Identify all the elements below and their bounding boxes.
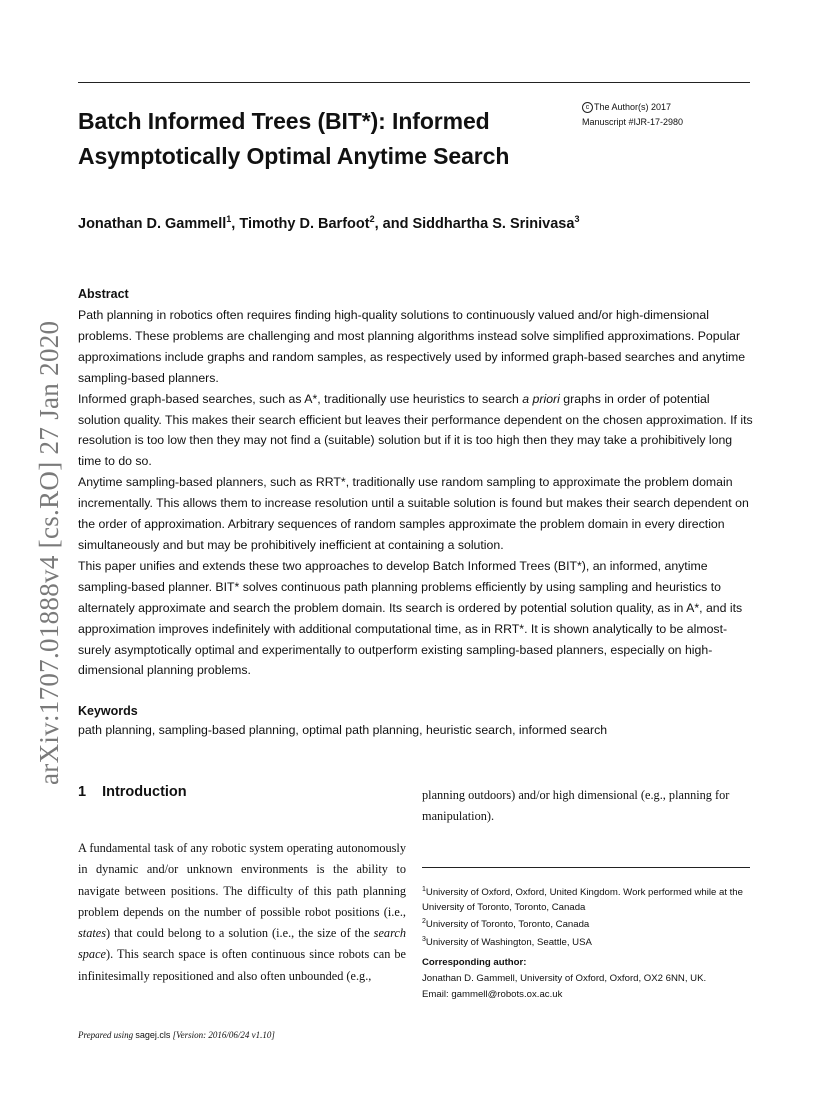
abstract-heading: Abstract (78, 287, 129, 301)
corresponding-heading: Corresponding author: (422, 957, 527, 968)
footnote-item (422, 915, 758, 933)
arxiv-side-stamp: arXiv:1707.01888v4 [cs.RO] 27 Jan 2020 (34, 320, 64, 785)
author-affiliation-mark: 2 (369, 214, 375, 224)
author-name: Jonathan D. Gammell (78, 215, 227, 232)
intro-text-part: ) that could belong to a solution (i.e., the size of the (106, 926, 374, 941)
title-line-1: Batch Informed Trees (BIT*): Informed (78, 108, 490, 134)
keywords-list: path planning, sampling-based planning, optimal path planning, heuristic search, informed search (78, 723, 608, 737)
footnote-text: University of Oxford, Oxford, United Kingdom. Work performed while at the University of Toronto, Toronto, Canada (422, 887, 743, 913)
keywords-heading: Keywords (78, 704, 138, 718)
intro-text-part: A fundamental task of any robotic system operating autonomously in dynamic and/or unknown environments is the ability to navigate between positions. The difficulty of this path planning problem depends on the number of possible robot positions (i.e., (78, 841, 406, 919)
author-list (78, 214, 579, 232)
author-separator: , and (374, 215, 413, 232)
intro-text-part: ). This search space is often continuous since robots can be infinitesimally repositioned and also often unbounded (e.g., (78, 947, 406, 983)
paper-title (78, 104, 558, 174)
abstract-text: Informed graph-based searches, such as A*, traditionally use heuristics to search (78, 391, 523, 406)
footnote-mark: 3 (422, 935, 426, 943)
abstract-paragraph (78, 389, 754, 473)
intro-emphasis: search space (78, 926, 406, 962)
abstract-paragraph: This paper unifies and extends these two approaches to develop Batch Informed Trees (BIT*), an informed, anytime sampling-based planner. BIT* solves continuous path planning problems efficiently by using sampling and heuristics to alternately approximate and search the problem domain. Its search is ordered by potential solution quality, as in A*, and its approximation improves indefinitely with additional computational time, as in RRT*. It is shown analytically to be almost-surely asymptotically optimal and experimentally to outperform existing sampling-based planners, especially on high-dimensional planning problems. (78, 558, 743, 678)
footer-version: [Version: 2016/06/24 v1.10] (170, 1030, 275, 1040)
author-affiliation-mark: 3 (574, 214, 580, 224)
intro-paragraph (78, 838, 406, 987)
author-name: Siddhartha S. Srinivasa (412, 215, 575, 232)
manuscript-number: Manuscript #IJR-17-2980 (582, 117, 684, 127)
title-line-2: Asymptotically Optimal Anytime Search (78, 143, 510, 169)
abstract-emphasis: a priori (522, 391, 560, 406)
author-separator: , (231, 215, 240, 232)
section-title: Introduction (102, 784, 187, 800)
section-heading (78, 784, 187, 800)
footnote-text: University of Washington, Seattle, USA (425, 937, 592, 949)
corresponding-email: Email: gammell@robots.ox.ac.uk (422, 989, 563, 1000)
intro-continuation: planning outdoors) and/or high dimensional (e.g., planning for manipulation). (422, 788, 730, 823)
corresponding-author-block (422, 955, 752, 1003)
corresponding-address: Jonathan D. Gammell, University of Oxford, Oxford, OX2 6NN, UK. (422, 973, 707, 984)
footnote-text: University of Toronto, Toronto, Canada (425, 919, 590, 931)
footnote-mark: 1 (422, 886, 426, 893)
copyright-text: The Author(s) 2017 (594, 102, 672, 112)
footer-text: Prepared using (78, 1030, 136, 1040)
abstract-body (78, 305, 754, 681)
footnote-item (422, 933, 758, 951)
abstract-text: graphs in order of potential solution quality. This makes their search efficient but leaves their performance dependent on the chosen approximation. If its resolution is too low then they may not find a (suitable) solution but if it is too high then they may take a prohibitively long time to do so. (78, 391, 753, 469)
section-number: 1 (78, 784, 87, 800)
affiliation-footnotes (422, 883, 758, 951)
abstract-paragraph: Path planning in robotics often requires finding high-quality solutions to continuously valued and/or high-dimensional problems. These problems are challenging and most planning algorithms instead solve simplified approximations. Popular approximations include graphs and random samples, as respectively used by informed graph-based searches and anytime sampling-based planners. (78, 308, 746, 385)
footnote-mark: 2 (422, 918, 426, 926)
footnote-rule (422, 867, 750, 868)
footnote-item (422, 883, 758, 915)
copyright-block (582, 100, 683, 130)
abstract-paragraph: Anytime sampling-based planners, such as RRT*, traditionally use random sampling to approximate the problem domain incrementally. This allows them to increase resolution until a suitable solution is found but makes their search dependent on the order of approximation. Arbitrary sequences of random samples approximate the problem domain in every direction simultaneously and but may be prohibitively inefficient at containing a solution. (78, 475, 749, 552)
footer-cls-name: sagej.cls (135, 1030, 171, 1040)
copyright-icon: c (582, 102, 593, 113)
intro-emphasis: states (78, 926, 107, 941)
header-rule (78, 82, 750, 83)
intro-text (78, 838, 406, 987)
copyright-line (582, 100, 683, 115)
author-name: Timothy D. Barfoot (239, 215, 370, 232)
author-affiliation-mark: 1 (226, 214, 232, 224)
footer-prepared-using (78, 1030, 275, 1040)
